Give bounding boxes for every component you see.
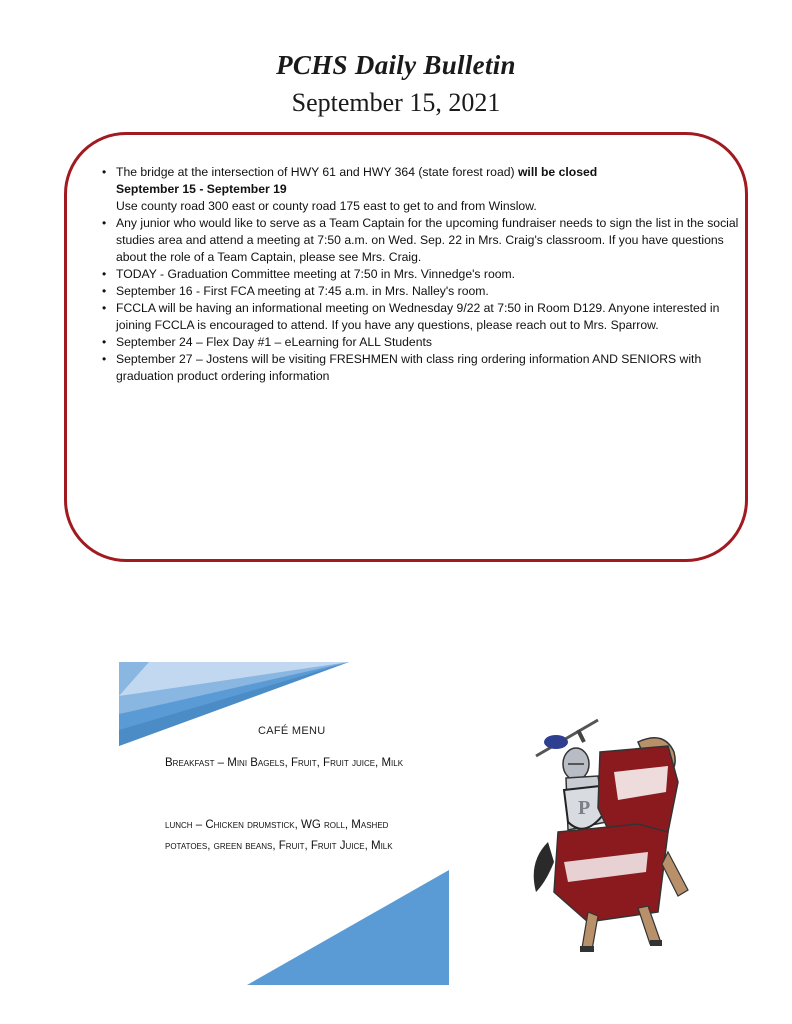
bulletin-item-text: September 24 – Flex Day #1 – eLearning for ALL Students — [116, 335, 432, 349]
bulletin-item — [100, 334, 740, 351]
bulletin-item — [100, 283, 740, 300]
knight-mascot-icon — [518, 712, 698, 958]
bullet-icon: • — [102, 352, 107, 366]
bulletin-item-text: Any junior who would like to serve as a Team Captain for the upcoming fundraiser needs to sign the list in the social studies area and attend a meeting at 7:50 a.m. on Wed. Sep. 22 in Mrs. Craig's classroom. If you have questions about the role of a Team Captain, please see Mrs. Craig. — [116, 216, 739, 264]
menu-lunch: lunch – Chicken drumstick, WG roll, Mashed potatoes, green beans, Fruit, Fruit Juice, Milk — [165, 819, 393, 852]
bulletin-item — [100, 164, 740, 215]
bulletin-item — [100, 266, 740, 283]
menu-heading: CAFÉ MENU — [258, 725, 326, 737]
bullet-icon: • — [102, 301, 107, 315]
bullet-icon: • — [102, 284, 107, 298]
bullet-icon: • — [102, 216, 107, 230]
bulletin-item-text: TODAY - Graduation Committee meeting at 7:50 in Mrs. Vinnedge's room. — [116, 267, 516, 281]
bulletin-item — [100, 300, 740, 334]
bulletin-item-emphasis: will be closed — [517, 165, 598, 179]
bulletin-item-text: The bridge at the intersection of HWY 61 and HWY 364 (state forest road) — [116, 165, 518, 179]
bullet-icon: • — [102, 335, 107, 349]
svg-text:P: P — [578, 797, 591, 819]
bulletin-item-text: September 16 - First FCA meeting at 7:45 a.m. in Mrs. Nalley's room. — [116, 284, 489, 298]
menu-corner-decoration-bottom — [247, 870, 449, 985]
bullet-icon: • — [102, 267, 107, 281]
bulletin-date: September 15, 2021 — [291, 88, 501, 117]
bulletin-item-detour: Use county road 300 east or county road 175 east to get to and from Winslow. — [116, 199, 537, 213]
menu-breakfast: Breakfast – Mini Bagels, Fruit, Fruit juice, Milk — [165, 757, 404, 769]
bullet-icon: • — [102, 165, 107, 179]
bulletin-item — [100, 351, 740, 385]
bulletin-item-text: September 27 – Jostens will be visiting FRESHMEN with class ring ordering information AND SENIORS with graduation product ordering information — [116, 352, 702, 383]
bulletin-title: PCHS Daily Bulletin — [276, 50, 516, 80]
bulletin-item — [100, 215, 740, 266]
bulletin-item-dates: September 15 - September 19 — [116, 182, 287, 196]
bulletin-item-text: FCCLA will be having an informational meeting on Wednesday 9/22 at 7:50 in Room D129. Anyone interested in joining FCCLA is encouraged to attend. If you have any questions, please reach out to Mrs. Sparrow. — [116, 301, 720, 332]
bulletin-list — [100, 164, 740, 385]
